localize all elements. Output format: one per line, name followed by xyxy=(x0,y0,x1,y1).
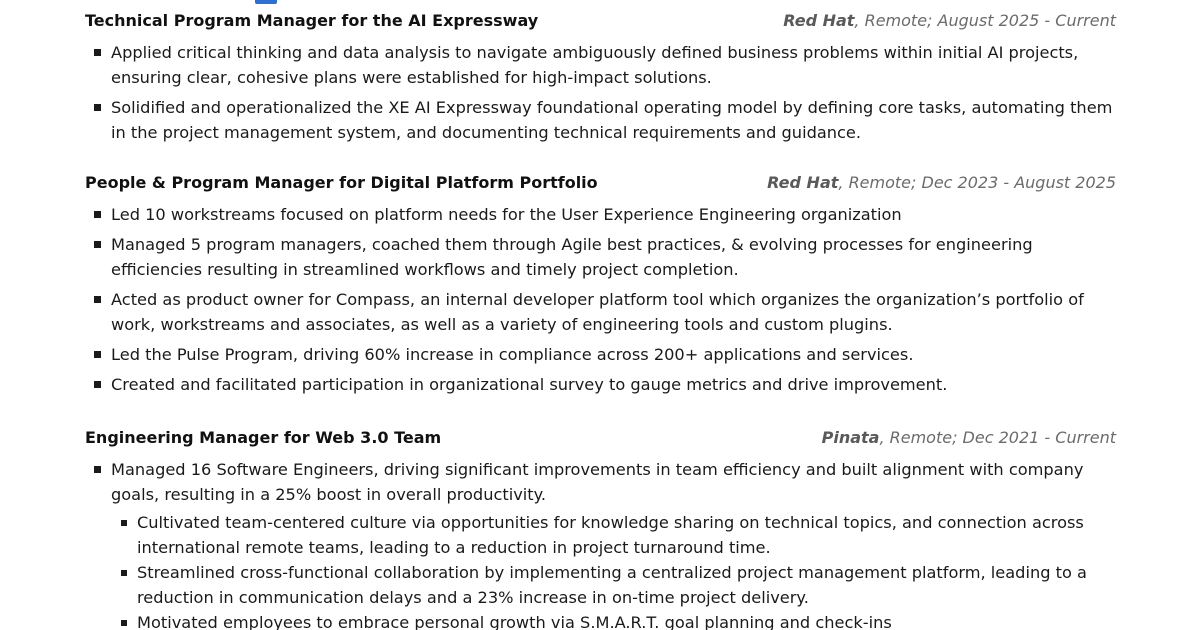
list-item xyxy=(85,95,1116,145)
section-accent-bar xyxy=(255,0,277,4)
list-item xyxy=(111,510,1116,560)
job-location-dates: , Remote; Dec 2021 - Current xyxy=(879,428,1116,447)
sub-bullet-text: Motivated employees to embrace personal growth via S.M.A.R.T. goal planning and check-ins xyxy=(137,613,892,630)
job-meta xyxy=(767,172,1116,194)
sub-bullet-square-icon xyxy=(121,570,127,576)
job-entry-digital-platform xyxy=(85,172,1116,402)
bullet-square-icon xyxy=(94,351,101,358)
job-meta xyxy=(783,10,1116,32)
job-bullets xyxy=(85,457,1116,630)
sub-bullets xyxy=(111,510,1116,630)
job-company: Red Hat xyxy=(783,11,855,30)
bullet-text: Acted as product owner for Compass, an internal developer platform tool which organizes the organization’s portfolio of work, workstreams and associates, as well as a variety of engineering tools and custom plugins. xyxy=(111,290,1084,334)
job-company: Pinata xyxy=(821,428,880,447)
list-item xyxy=(85,287,1116,337)
job-meta xyxy=(822,427,1116,449)
list-item xyxy=(111,610,1116,630)
bullet-square-icon xyxy=(94,241,101,248)
job-company: Red Hat xyxy=(767,173,839,192)
job-title: People & Program Manager for Digital Platform Portfolio xyxy=(85,173,598,192)
bullet-text: Applied critical thinking and data analysis to navigate ambiguously defined business problems within initial AI projects, ensuring clear, cohesive plans were established for high-impact solutions. xyxy=(111,43,1079,87)
job-location-dates: , Remote; Dec 2023 - August 2025 xyxy=(838,173,1116,192)
list-item xyxy=(85,372,1116,397)
job-header xyxy=(85,427,1116,449)
sub-bullet-text: Streamlined cross-functional collaboration by implementing a centralized project management platform, leading to a reduction in communication delays and a 23% increase in on-time project delivery. xyxy=(137,563,1087,607)
bullet-text: Led 10 workstreams focused on platform needs for the User Experience Engineering organization xyxy=(111,205,902,224)
sub-bullet-square-icon xyxy=(121,520,127,526)
bullet-text: Created and facilitated participation in organizational survey to gauge metrics and drive improvement. xyxy=(111,375,948,394)
job-entry-web3-team xyxy=(85,427,1116,630)
bullet-square-icon xyxy=(94,296,101,303)
bullet-text: Managed 16 Software Engineers, driving significant improvements in team efficiency and built alignment with company goals, resulting in a 25% boost in overall productivity. xyxy=(111,460,1084,504)
job-bullets xyxy=(85,202,1116,397)
job-location-dates: , Remote; August 2025 - Current xyxy=(854,11,1116,30)
job-entry-ai-expressway xyxy=(85,10,1116,150)
job-header xyxy=(85,10,1116,32)
bullet-square-icon xyxy=(94,49,101,56)
bullet-text: Managed 5 program managers, coached them through Agile best practices, & evolving processes for engineering efficiencies resulting in streamlined workflows and timely project completion. xyxy=(111,235,1033,279)
list-item xyxy=(85,232,1116,282)
bullet-square-icon xyxy=(94,104,101,111)
list-item xyxy=(111,560,1116,610)
bullet-square-icon xyxy=(94,211,101,218)
job-title: Technical Program Manager for the AI Expressway xyxy=(85,11,539,30)
job-header xyxy=(85,172,1116,194)
bullet-square-icon xyxy=(94,466,101,473)
bullet-text: Solidified and operationalized the XE AI Expressway foundational operating model by defining core tasks, automating them in the project management system, and documenting technical requirements and guidance. xyxy=(111,98,1113,142)
sub-bullet-square-icon xyxy=(121,620,127,626)
job-title: Engineering Manager for Web 3.0 Team xyxy=(85,428,442,447)
list-item xyxy=(85,40,1116,90)
job-bullets xyxy=(85,40,1116,145)
bullet-square-icon xyxy=(94,381,101,388)
list-item xyxy=(85,457,1116,630)
list-item xyxy=(85,202,1116,227)
bullet-text: Led the Pulse Program, driving 60% increase in compliance across 200+ applications and services. xyxy=(111,345,914,364)
sub-bullet-text: Cultivated team-centered culture via opportunities for knowledge sharing on technical topics, and connection across international remote teams, leading to a reduction in project turnaround time. xyxy=(137,513,1084,557)
list-item xyxy=(85,342,1116,367)
